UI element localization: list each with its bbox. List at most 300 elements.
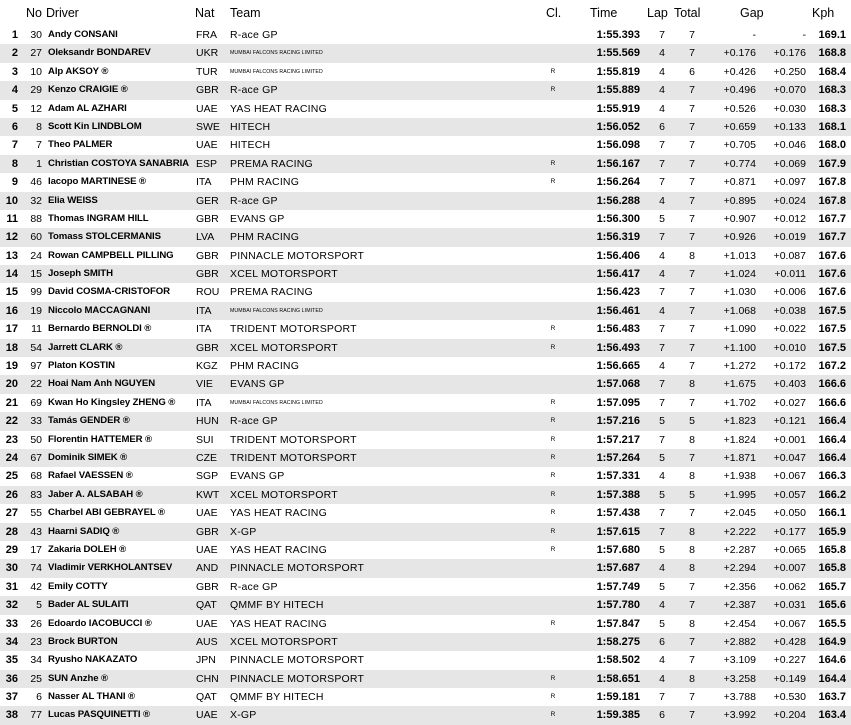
nationality: AND xyxy=(196,562,219,575)
total-laps: 8 xyxy=(689,562,695,575)
speed-kph: 163.7 xyxy=(818,691,846,704)
car-number: 19 xyxy=(30,304,42,317)
total-laps: 7 xyxy=(689,654,695,667)
team-name: PINNACLE MOTORSPORT xyxy=(230,654,365,667)
class-marker: R xyxy=(550,545,556,553)
interval: +0.024 xyxy=(773,194,806,207)
gap-to-leader: +1.068 xyxy=(723,304,756,317)
best-lap: 7 xyxy=(659,396,665,409)
gap-to-leader: +2.882 xyxy=(723,635,756,648)
speed-kph: 167.5 xyxy=(818,304,846,317)
speed-kph: 167.5 xyxy=(818,341,846,354)
driver-name: Tamás GENDER ® xyxy=(48,415,130,427)
best-lap: 6 xyxy=(659,120,665,133)
driver-name: Bader AL SULAITI xyxy=(48,599,129,611)
nationality: GBR xyxy=(196,249,219,262)
gap-to-leader: +1.030 xyxy=(723,286,756,299)
best-lap: 4 xyxy=(659,47,665,60)
gap-to-leader: +2.356 xyxy=(723,580,756,593)
table-row xyxy=(0,375,851,393)
driver-name: Iacopo MARTINESE ® xyxy=(48,176,147,188)
best-lap: 4 xyxy=(659,65,665,78)
speed-kph: 163.4 xyxy=(818,709,846,722)
interval: +0.070 xyxy=(773,84,806,97)
speed-kph: 165.8 xyxy=(818,562,846,575)
total-laps: 7 xyxy=(689,709,695,722)
car-number: 23 xyxy=(30,635,42,648)
total-laps: 5 xyxy=(689,415,695,428)
best-lap: 7 xyxy=(659,525,665,538)
speed-kph: 164.4 xyxy=(818,672,846,685)
driver-name: Ryusho NAKAZATO xyxy=(48,654,138,666)
lap-time: 1:55.393 xyxy=(596,29,640,41)
table-row xyxy=(0,302,851,320)
total-laps: 7 xyxy=(689,341,695,354)
team-name: YAS HEAT RACING xyxy=(230,543,327,556)
position: 19 xyxy=(5,360,18,373)
speed-kph: 166.1 xyxy=(818,507,846,520)
nationality: VIE xyxy=(196,378,213,391)
best-lap: 5 xyxy=(659,415,665,428)
table-row xyxy=(0,523,851,541)
lap-time: 1:57.264 xyxy=(596,451,640,464)
position: 3 xyxy=(11,65,18,78)
driver-name: Platon KOSTIN xyxy=(48,360,115,372)
driver-name: Adam AL AZHARI xyxy=(48,102,127,114)
position: 14 xyxy=(5,268,18,281)
gap-to-leader: +0.774 xyxy=(723,157,756,170)
best-lap: 4 xyxy=(659,672,665,685)
total-laps: 7 xyxy=(689,286,695,299)
team-name: XCEL MOTORSPORT xyxy=(230,635,338,648)
nationality: SUI xyxy=(196,433,214,446)
lap-time: 1:55.819 xyxy=(596,65,640,78)
gap-to-leader: +1.871 xyxy=(723,451,756,464)
gap-to-leader: +1.824 xyxy=(723,433,756,446)
interval: +0.149 xyxy=(773,672,806,685)
interval: +0.069 xyxy=(773,157,806,170)
class-marker: R xyxy=(550,417,556,425)
position: 17 xyxy=(5,323,18,336)
position: 37 xyxy=(5,691,18,704)
position: 32 xyxy=(5,599,18,612)
car-number: 97 xyxy=(30,360,42,373)
driver-name: Haarni SADIQ ® xyxy=(48,525,120,537)
gap-to-leader: +1.100 xyxy=(723,341,756,354)
nationality: SWE xyxy=(196,120,220,133)
driver-name: Emily COTTY xyxy=(48,580,108,592)
speed-kph: 165.6 xyxy=(818,599,846,612)
best-lap: 5 xyxy=(659,212,665,225)
car-number: 29 xyxy=(30,84,42,97)
class-marker: R xyxy=(550,674,556,682)
gap-to-leader: +1.272 xyxy=(723,360,756,373)
best-lap: 4 xyxy=(659,84,665,97)
total-laps: 8 xyxy=(689,378,695,391)
header-kph: Kph xyxy=(812,6,835,20)
gap-to-leader: +1.823 xyxy=(723,415,756,428)
team-name: EVANS GP xyxy=(230,212,285,225)
nationality: SGP xyxy=(196,470,219,483)
car-number: 22 xyxy=(30,378,42,391)
nationality: QAT xyxy=(196,599,217,612)
best-lap: 5 xyxy=(659,543,665,556)
header-driver: Driver xyxy=(46,6,79,20)
position: 25 xyxy=(5,470,18,483)
interval: +0.065 xyxy=(773,543,806,556)
interval: +0.010 xyxy=(773,341,806,354)
lap-time: 1:57.095 xyxy=(596,396,640,409)
gap-to-leader: +2.222 xyxy=(723,525,756,538)
driver-name: Alp AKSOY ® xyxy=(48,65,109,77)
team-name: PINNACLE MOTORSPORT xyxy=(230,249,365,262)
team-name: MUMBAI FALCONS RACING LIMITED xyxy=(230,68,323,75)
interval: +0.022 xyxy=(773,323,806,336)
total-laps: 8 xyxy=(689,249,695,262)
table-row xyxy=(0,688,851,706)
driver-name: Brock BURTON xyxy=(48,635,118,647)
total-laps: 7 xyxy=(689,120,695,133)
best-lap: 4 xyxy=(659,268,665,281)
table-row xyxy=(0,633,851,651)
position: 30 xyxy=(5,562,18,575)
table-row xyxy=(0,339,851,357)
best-lap: 4 xyxy=(659,360,665,373)
best-lap: 7 xyxy=(659,691,665,704)
nationality: QAT xyxy=(196,691,217,704)
best-lap: 5 xyxy=(659,617,665,630)
car-number: 83 xyxy=(30,488,42,501)
nationality: ITA xyxy=(196,176,212,189)
interval: +0.030 xyxy=(773,102,806,115)
speed-kph: 166.4 xyxy=(818,451,846,464)
speed-kph: 169.1 xyxy=(818,29,846,41)
gap-to-leader: +0.426 xyxy=(723,65,756,78)
interval: +0.428 xyxy=(773,635,806,648)
table-row xyxy=(0,578,851,596)
car-number: 69 xyxy=(30,396,42,409)
driver-name: Charbel ABI GEBRAYEL ® xyxy=(48,507,165,519)
table-row xyxy=(0,210,851,228)
class-marker: R xyxy=(550,711,556,719)
driver-name: Bernardo BERNOLDI ® xyxy=(48,323,152,335)
class-marker: R xyxy=(550,67,556,75)
table-row xyxy=(0,596,851,614)
position: 29 xyxy=(5,543,18,556)
nationality: JPN xyxy=(196,654,216,667)
team-name: R-ace GP xyxy=(230,29,278,41)
speed-kph: 166.4 xyxy=(818,433,846,446)
best-lap: 7 xyxy=(659,176,665,189)
driver-name: Thomas INGRAM HILL xyxy=(48,212,149,224)
position: 26 xyxy=(5,488,18,501)
best-lap: 4 xyxy=(659,194,665,207)
interval: +0.006 xyxy=(773,286,806,299)
interval: +0.530 xyxy=(773,691,806,704)
lap-time: 1:55.919 xyxy=(596,102,640,115)
lap-time: 1:58.502 xyxy=(596,654,640,667)
best-lap: 7 xyxy=(659,323,665,336)
best-lap: 5 xyxy=(659,488,665,501)
team-name: R-ace GP xyxy=(230,580,278,593)
total-laps: 7 xyxy=(689,212,695,225)
lap-time: 1:57.388 xyxy=(596,488,640,501)
team-name: PREMA RACING xyxy=(230,286,313,299)
nationality: UAE xyxy=(196,709,218,722)
interval: +0.031 xyxy=(773,599,806,612)
team-name: YAS HEAT RACING xyxy=(230,507,327,520)
team-name: HITECH xyxy=(230,120,271,133)
table-row xyxy=(0,118,851,136)
class-marker: R xyxy=(550,619,556,627)
speed-kph: 166.2 xyxy=(818,488,846,501)
best-lap: 7 xyxy=(659,378,665,391)
header-time: Time xyxy=(590,6,618,20)
total-laps: 7 xyxy=(689,194,695,207)
interval: +0.227 xyxy=(773,654,806,667)
driver-name: Jarrett CLARK ® xyxy=(48,341,123,353)
car-number: 74 xyxy=(30,562,42,575)
speed-kph: 167.9 xyxy=(818,157,846,170)
team-name: PINNACLE MOTORSPORT xyxy=(230,562,365,575)
speed-kph: 167.6 xyxy=(818,286,846,299)
lap-time: 1:56.493 xyxy=(596,341,640,354)
lap-time: 1:57.438 xyxy=(596,507,640,520)
nationality: ROU xyxy=(196,286,220,299)
lap-time: 1:56.098 xyxy=(596,139,640,152)
class-marker: R xyxy=(550,343,556,351)
nationality: CZE xyxy=(196,451,217,464)
driver-name: Christian COSTOYA SANABRIA xyxy=(48,157,189,169)
gap-to-leader: +1.995 xyxy=(723,488,756,501)
gap-to-leader: +1.702 xyxy=(723,396,756,409)
table-row xyxy=(0,706,851,724)
car-number: 42 xyxy=(30,580,42,593)
car-number: 8 xyxy=(36,120,42,133)
gap-to-leader: +3.788 xyxy=(723,691,756,704)
team-name: TRIDENT MOTORSPORT xyxy=(230,451,357,464)
table-row xyxy=(0,136,851,154)
nationality: GBR xyxy=(196,212,219,225)
table-row xyxy=(0,467,851,485)
position: 23 xyxy=(5,433,18,446)
lap-time: 1:57.687 xyxy=(596,562,640,575)
table-row xyxy=(0,559,851,577)
best-lap: 5 xyxy=(659,580,665,593)
best-lap: 4 xyxy=(659,562,665,575)
team-name: PHM RACING xyxy=(230,176,300,189)
car-number: 50 xyxy=(30,433,42,446)
lap-time: 1:57.847 xyxy=(596,617,640,630)
lap-time: 1:56.406 xyxy=(596,249,640,262)
driver-name: Nasser AL THANI ® xyxy=(48,691,135,703)
speed-kph: 168.4 xyxy=(818,65,846,78)
best-lap: 6 xyxy=(659,709,665,722)
table-row xyxy=(0,155,851,173)
nationality: GBR xyxy=(196,525,219,538)
speed-kph: 168.0 xyxy=(818,139,846,152)
nationality: UAE xyxy=(196,507,218,520)
total-laps: 7 xyxy=(689,29,695,41)
best-lap: 7 xyxy=(659,286,665,299)
lap-time: 1:57.780 xyxy=(596,599,640,612)
nationality: ITA xyxy=(196,323,212,336)
driver-name: Jaber A. ALSABAH ® xyxy=(48,488,143,500)
gap-to-leader: +0.176 xyxy=(723,47,756,60)
interval: +0.067 xyxy=(773,617,806,630)
gap-to-leader: +1.675 xyxy=(723,378,756,391)
position: 8 xyxy=(11,157,18,170)
table-row xyxy=(0,247,851,265)
car-number: 1 xyxy=(36,157,42,170)
driver-name: Elia WEISS xyxy=(48,194,98,206)
car-number: 10 xyxy=(30,65,42,78)
team-name: R-ace GP xyxy=(230,415,278,428)
class-marker: R xyxy=(550,398,556,406)
gap-to-leader: +0.526 xyxy=(723,102,756,115)
position: 35 xyxy=(5,654,18,667)
table-row xyxy=(0,541,851,559)
best-lap: 6 xyxy=(659,635,665,648)
table-row xyxy=(0,192,851,210)
lap-time: 1:57.331 xyxy=(596,470,640,483)
lap-time: 1:57.615 xyxy=(596,525,640,538)
car-number: 60 xyxy=(30,231,42,244)
team-name: PREMA RACING xyxy=(230,157,313,170)
car-number: 12 xyxy=(30,102,42,115)
total-laps: 7 xyxy=(689,268,695,281)
class-marker: R xyxy=(550,509,556,517)
position: 11 xyxy=(6,212,18,225)
best-lap: 7 xyxy=(659,341,665,354)
team-name: PHM RACING xyxy=(230,231,300,244)
interval: +0.027 xyxy=(773,396,806,409)
total-laps: 8 xyxy=(689,433,695,446)
speed-kph: 167.7 xyxy=(818,212,846,225)
speed-kph: 168.1 xyxy=(818,120,846,133)
interval: +0.047 xyxy=(773,451,806,464)
driver-name: Florentin HATTEMER ® xyxy=(48,433,153,445)
car-number: 11 xyxy=(31,323,42,336)
team-name: MUMBAI FALCONS RACING LIMITED xyxy=(230,50,323,57)
gap-to-leader: +0.705 xyxy=(723,139,756,152)
class-marker: R xyxy=(550,453,556,461)
table-row xyxy=(0,283,851,301)
lap-time: 1:56.288 xyxy=(596,194,640,207)
car-number: 88 xyxy=(30,212,42,225)
total-laps: 7 xyxy=(689,360,695,373)
gap-to-leader: +1.013 xyxy=(723,249,756,262)
car-number: 17 xyxy=(30,543,42,556)
team-name: TRIDENT MOTORSPORT xyxy=(230,323,357,336)
total-laps: 5 xyxy=(689,488,695,501)
gap-to-leader: +0.907 xyxy=(723,212,756,225)
nationality: KWT xyxy=(196,488,220,501)
lap-time: 1:55.889 xyxy=(596,84,640,97)
team-name: QMMF BY HITECH xyxy=(230,599,324,612)
header-no: No xyxy=(26,6,42,20)
gap-to-leader: - xyxy=(752,29,756,41)
nationality: GER xyxy=(196,194,219,207)
nationality: ITA xyxy=(196,304,212,317)
total-laps: 7 xyxy=(689,84,695,97)
speed-kph: 168.8 xyxy=(818,47,846,60)
gap-to-leader: +1.090 xyxy=(723,323,756,336)
team-name: X-GP xyxy=(230,525,257,538)
best-lap: 4 xyxy=(659,249,665,262)
gap-to-leader: +0.895 xyxy=(723,194,756,207)
table-row xyxy=(0,228,851,246)
total-laps: 7 xyxy=(689,47,695,60)
lap-time: 1:59.181 xyxy=(596,691,640,704)
gap-to-leader: +2.287 xyxy=(723,543,756,556)
nationality: TUR xyxy=(196,65,218,78)
class-marker: R xyxy=(550,435,556,443)
team-name: R-ace GP xyxy=(230,84,278,97)
class-marker: R xyxy=(550,325,556,333)
interval: +0.001 xyxy=(773,433,806,446)
car-number: 77 xyxy=(30,709,42,722)
speed-kph: 165.9 xyxy=(818,525,846,538)
class-marker: R xyxy=(550,86,556,94)
best-lap: 7 xyxy=(659,433,665,446)
total-laps: 7 xyxy=(689,599,695,612)
team-name: YAS HEAT RACING xyxy=(230,102,327,115)
lap-time: 1:56.264 xyxy=(596,176,640,189)
best-lap: 4 xyxy=(659,304,665,317)
gap-to-leader: +3.109 xyxy=(723,654,756,667)
driver-name: Oleksandr BONDAREV xyxy=(48,47,151,59)
interval: - xyxy=(802,29,806,41)
interval: +0.050 xyxy=(773,507,806,520)
speed-kph: 165.7 xyxy=(818,580,846,593)
interval: +0.011 xyxy=(774,268,806,281)
position: 2 xyxy=(11,47,18,60)
interval: +0.176 xyxy=(773,47,806,60)
position: 20 xyxy=(5,378,18,391)
total-laps: 7 xyxy=(689,304,695,317)
driver-name: Edoardo IACOBUCCI ® xyxy=(48,617,152,629)
speed-kph: 167.8 xyxy=(818,194,846,207)
speed-kph: 167.7 xyxy=(818,231,846,244)
team-name: MUMBAI FALCONS RACING LIMITED xyxy=(230,307,323,314)
class-marker: R xyxy=(550,159,556,167)
interval: +0.007 xyxy=(773,562,806,575)
driver-name: Rowan CAMPBELL PILLING xyxy=(48,249,174,261)
driver-name: Lucas PASQUINETTI ® xyxy=(48,709,151,721)
lap-time: 1:56.300 xyxy=(596,212,640,225)
best-lap: 7 xyxy=(659,507,665,520)
team-name: R-ace GP xyxy=(230,194,278,207)
speed-kph: 167.6 xyxy=(818,268,846,281)
driver-name: SUN Anzhe ® xyxy=(48,672,108,684)
gap-to-leader: +0.659 xyxy=(723,120,756,133)
interval: +0.067 xyxy=(773,470,806,483)
gap-to-leader: +1.024 xyxy=(723,268,756,281)
speed-kph: 167.5 xyxy=(818,323,846,336)
car-number: 5 xyxy=(36,599,42,612)
nationality: UAE xyxy=(196,617,218,630)
speed-kph: 164.6 xyxy=(818,654,846,667)
gap-to-leader: +2.294 xyxy=(723,562,756,575)
total-laps: 7 xyxy=(689,451,695,464)
car-number: 24 xyxy=(30,249,42,262)
driver-name: Dominik SIMEK ® xyxy=(48,451,128,463)
lap-time: 1:56.665 xyxy=(596,360,640,373)
nationality: GBR xyxy=(196,268,219,281)
best-lap: 7 xyxy=(659,29,665,41)
nationality: UKR xyxy=(196,47,219,60)
